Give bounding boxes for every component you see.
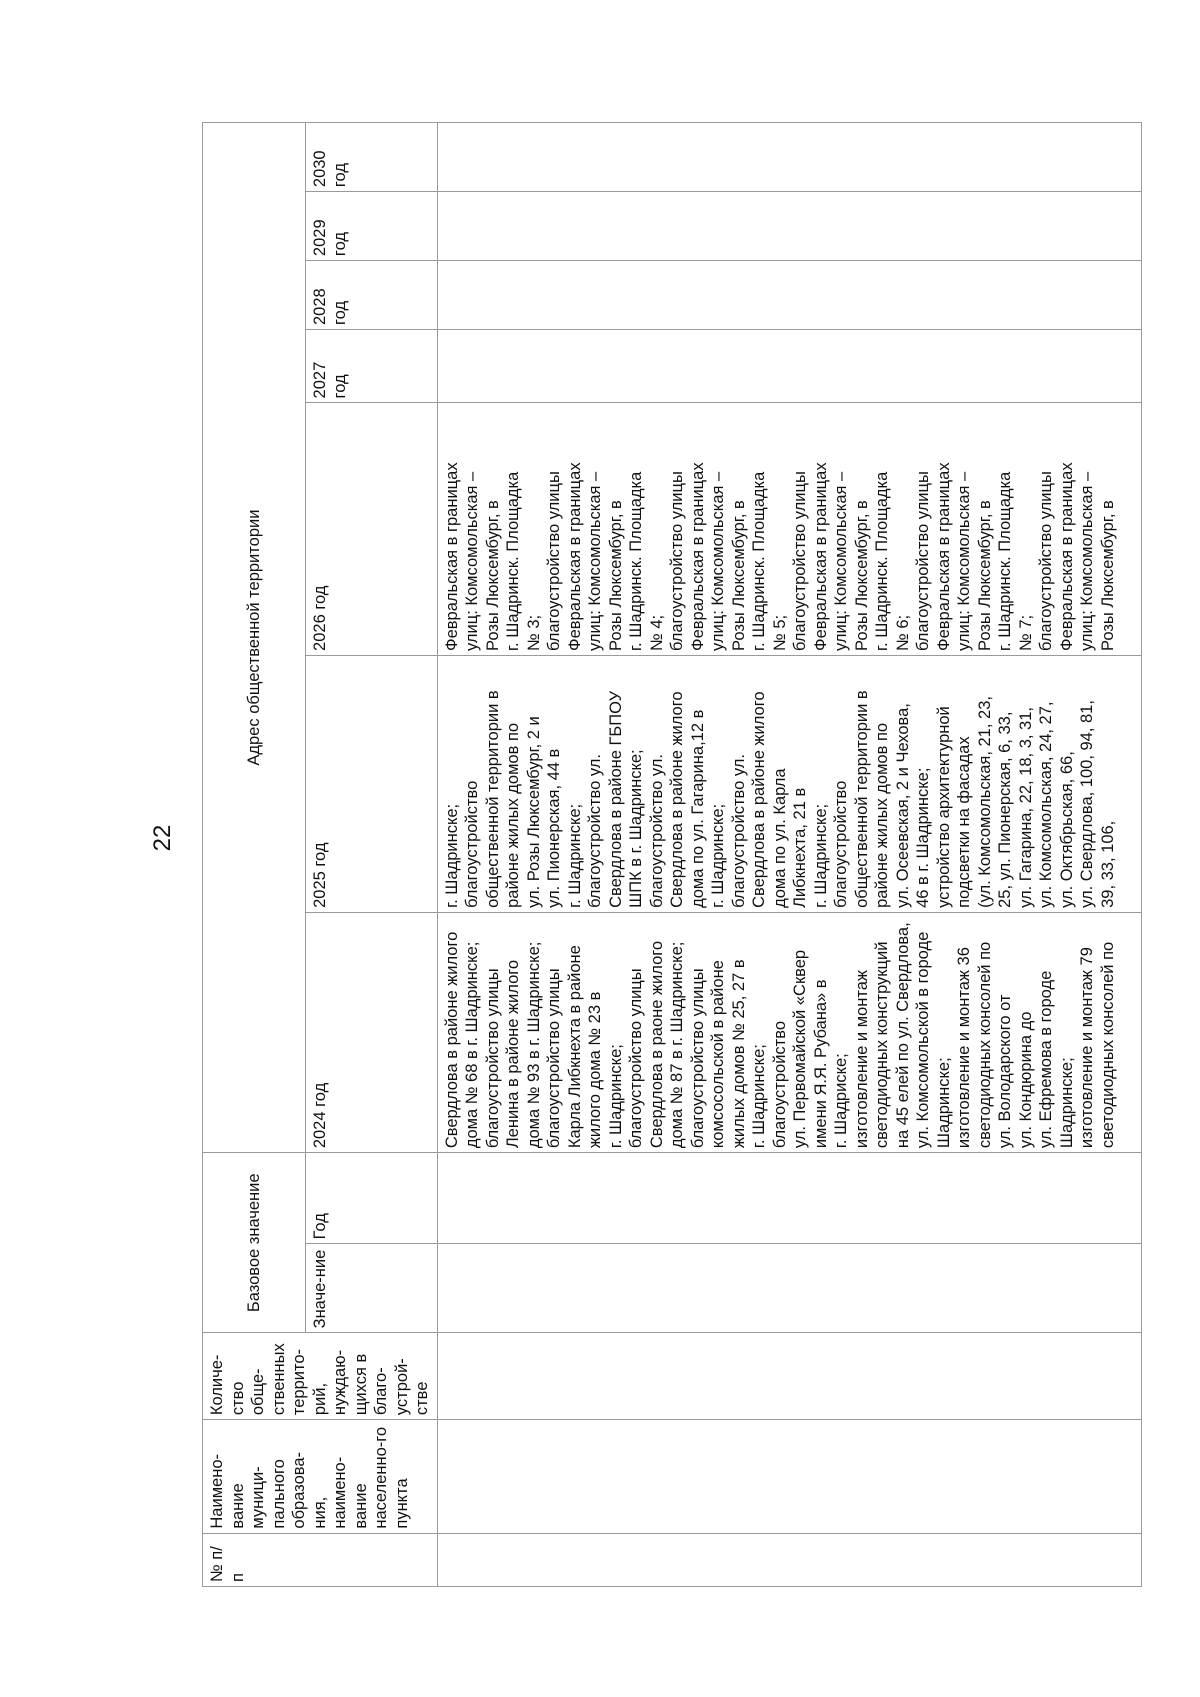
cell-line: № 3; bbox=[524, 614, 543, 651]
cell-line: дома № 93 в г. Шадринске; bbox=[524, 941, 543, 1149]
cell-line: Свердлова в районе жилого bbox=[442, 931, 461, 1149]
cell-line: районе жилых домов по bbox=[504, 722, 522, 908]
cell-2026 bbox=[437, 403, 1142, 656]
cell-2030 bbox=[437, 123, 1142, 192]
table-container bbox=[202, 122, 1142, 1587]
cell-line: Розы Люксембург, в bbox=[729, 500, 748, 651]
cell-line: благоустройство ул. bbox=[647, 754, 666, 908]
cell-line: Свердлова в раоне жилого bbox=[647, 940, 666, 1149]
cell-line: 46 в г. Шадринске; bbox=[914, 767, 932, 908]
cell-line: благоустройство улицы bbox=[483, 968, 502, 1149]
cell-line: изготовление и монтаж 36 bbox=[955, 947, 973, 1149]
header-year-2028: 2028 год bbox=[305, 261, 437, 330]
cell-line: Шадринске; bbox=[1057, 1057, 1076, 1149]
cell-line: ул. Пионерская, 44 в bbox=[545, 748, 563, 908]
cell-line: устройство архитектурной bbox=[934, 706, 953, 908]
cell-2025 bbox=[437, 655, 1142, 912]
cell-line: улиц: Комсомольская – bbox=[1078, 471, 1096, 651]
cell-line: Свердлова в районе ГБПОУ bbox=[606, 690, 625, 908]
cell-line: Розы Люксембург, в bbox=[1098, 500, 1117, 651]
cell-line: благоустройство улицы bbox=[688, 968, 707, 1149]
cell-line: Розы Люксембург, в bbox=[483, 500, 502, 651]
cell-line: Розы Люксембург, в bbox=[975, 500, 994, 651]
cell-line: ул. Володарского от bbox=[996, 994, 1014, 1149]
cell-line: г. Шадринске; bbox=[750, 1044, 768, 1149]
cell-line: Шадринске; bbox=[934, 1057, 953, 1149]
cell-line: г. Шадринск. Площадка bbox=[750, 471, 768, 651]
cell-line: Февральская в границах bbox=[565, 462, 584, 651]
cell-line: Февральская в границах bbox=[934, 462, 953, 651]
cell-line: г. Шадринск. Площадка bbox=[504, 471, 522, 651]
cell-line: Розы Люксембург, в bbox=[606, 500, 625, 651]
cell-line: благоустройство улицы bbox=[1037, 471, 1055, 651]
cell-line: подсветки на фасадах bbox=[955, 736, 973, 908]
header-year-2030: 2030 год bbox=[305, 123, 437, 192]
cell-num bbox=[437, 1533, 1142, 1586]
cell-line: 25, ул. Пионерская, 6, 33, bbox=[996, 711, 1014, 908]
cell-line: районе жилых домов по bbox=[873, 722, 891, 908]
cell-line: Розы Люксембург, в bbox=[852, 500, 871, 651]
header-num: № п/п bbox=[203, 1533, 438, 1586]
cell-line: ул. Комсомольской в городе bbox=[914, 931, 932, 1149]
cell-line: 39, 33, 106, bbox=[1098, 820, 1117, 908]
cell-line: Февральская в границах bbox=[1057, 462, 1076, 651]
cell-line: улиц: Комсомольская – bbox=[586, 471, 604, 651]
cell-line: светодиодных консолей по bbox=[1098, 941, 1117, 1149]
cell-line: ул. Первомайской «Сквер bbox=[791, 949, 809, 1149]
cell-line: № 5; bbox=[770, 614, 789, 651]
cell-line: № 6; bbox=[893, 614, 912, 651]
cell-line: светодиодных конструкций bbox=[873, 941, 891, 1149]
cell-line: благоустройство bbox=[770, 1021, 789, 1149]
cell-line: благоустройство bbox=[832, 780, 850, 908]
cell-line: № 4; bbox=[647, 614, 666, 651]
cell-line: благоустройство bbox=[463, 780, 481, 908]
rotated-table-frame bbox=[202, 122, 1142, 1587]
cell-line: общественной территории в bbox=[852, 690, 871, 908]
cell-count bbox=[437, 1333, 1142, 1420]
cell-line: улиц: Комсомольская – bbox=[955, 471, 973, 651]
cell-line: ул. Розы Люксембург, 2 и bbox=[524, 716, 543, 908]
cell-line: ул. Комсомольская, 24, 27, bbox=[1037, 701, 1055, 908]
cell-2027 bbox=[437, 330, 1142, 403]
header-year-2029: 2029 год bbox=[305, 192, 437, 261]
cell-line: г. Шадринске; bbox=[606, 1044, 625, 1149]
cell-line: улиц: Комсомольская – bbox=[832, 471, 850, 651]
cell-line: благоустройство улицы bbox=[914, 471, 932, 651]
header-year-2024: 2024 год bbox=[305, 912, 437, 1152]
header-base-year: Год bbox=[305, 1153, 437, 1244]
cell-line: светодиодных консолей по bbox=[975, 941, 994, 1149]
cell-line: г. Шадринске; bbox=[811, 803, 830, 908]
cell-line: Февральская в границах bbox=[688, 462, 707, 651]
cell-line: г. Шадринск. Площадка bbox=[873, 471, 891, 651]
cell-line: г. Шадринске; bbox=[709, 803, 727, 908]
cell-line: комсосольской в районе bbox=[709, 960, 727, 1149]
cell-line: Либкнехта, 21 в bbox=[791, 787, 809, 908]
cell-line: г. Шадринске; bbox=[565, 803, 584, 908]
cell-line: ул. Ефремова в городе bbox=[1037, 970, 1055, 1149]
cell-base-year bbox=[437, 1153, 1142, 1244]
cell-line: ШПК в г. Шадринске; bbox=[627, 749, 645, 908]
header-year-2027: 2027 год bbox=[305, 330, 437, 403]
cell-line: благоустройство улицы bbox=[791, 471, 809, 651]
cell-line: г. Шадринск. Площадка bbox=[627, 471, 645, 651]
cell-line: № 7; bbox=[1016, 614, 1035, 651]
cell-line: г. Шадринске; bbox=[442, 803, 461, 908]
cell-line: ул. Свердлова, 100, 94, 81, bbox=[1078, 700, 1096, 908]
cell-base-value bbox=[437, 1244, 1142, 1333]
cell-line: Ленина в районе жилого bbox=[504, 959, 522, 1149]
cell-line: дома № 87 в г. Шадринске; bbox=[668, 941, 686, 1149]
cell-line: ул. Гагарина, 22, 18, 3, 31, bbox=[1016, 707, 1035, 908]
cell-line: дома по ул. Гагарина,12 в bbox=[688, 709, 707, 908]
cell-line: улиц: Комсомольская – bbox=[463, 471, 481, 651]
cell-2024 bbox=[437, 912, 1142, 1152]
cell-line: улиц: Комсомольская – bbox=[709, 471, 727, 651]
cell-line: благоустройство улицы bbox=[627, 968, 645, 1149]
header-count: Количе-ство обще-ственных террито-рий, нуждаю-щихся в благо-устрой-стве bbox=[203, 1333, 438, 1420]
header-year-2026: 2026 год bbox=[305, 403, 437, 656]
page-number: 22 bbox=[149, 824, 176, 852]
cell-line: ул. Осеевская, 2 и Чехова, bbox=[893, 703, 912, 908]
header-base-value: Значе-ние bbox=[305, 1244, 437, 1333]
cell-2028 bbox=[437, 261, 1142, 330]
address-table bbox=[202, 122, 1142, 1587]
cell-line: благоустройство улицы bbox=[545, 968, 563, 1149]
header-year-2025: 2025 год bbox=[305, 655, 437, 912]
cell-line: Февральская в границах bbox=[442, 462, 461, 651]
cell-line: Карла Либкнехта в районе bbox=[565, 945, 584, 1149]
cell-line: Февральская в границах bbox=[811, 462, 830, 651]
cell-line: дома № 68 в г. Шадринске; bbox=[463, 941, 481, 1149]
cell-line: благоустройство ул. bbox=[729, 754, 748, 908]
cell-line: на 45 елей по ул. Свердлова, bbox=[893, 922, 912, 1149]
header-municipality: Наимено-вание муници-пального образова-ния, наимено-вание населенно-го пункта bbox=[203, 1420, 438, 1533]
cell-line: Свердлова в районе жилого bbox=[668, 691, 686, 908]
cell-2029 bbox=[437, 192, 1142, 261]
header-base: Базовое значение bbox=[203, 1153, 306, 1333]
cell-line: жилых домов № 25, 27 в bbox=[729, 959, 748, 1149]
cell-municipality bbox=[437, 1420, 1142, 1533]
cell-line: имени Я.Я. Рубана» в bbox=[811, 979, 830, 1149]
cell-line: изготовление и монтаж 79 bbox=[1078, 947, 1096, 1149]
cell-line: благоустройство ул. bbox=[586, 754, 604, 908]
cell-line: благоустройство улицы bbox=[545, 471, 563, 651]
cell-2025-lines bbox=[442, 660, 1117, 908]
cell-line: дома по ул. Карла bbox=[770, 768, 789, 908]
cell-line: изготовление и монтаж bbox=[852, 970, 871, 1149]
header-address: Адрес общественной территории bbox=[203, 123, 306, 1153]
cell-2026-lines bbox=[442, 407, 1117, 651]
cell-line: благоустройство улицы bbox=[668, 471, 686, 651]
cell-line: г. Шадринск. Площадка bbox=[996, 471, 1014, 651]
cell-line: общественной территории в bbox=[483, 690, 502, 908]
cell-line: г. Шадриске; bbox=[832, 1053, 850, 1149]
cell-line: жилого дома № 23 в bbox=[586, 991, 604, 1149]
cell-line: (ул. Комсомольская, 21, 23, bbox=[975, 696, 994, 908]
cell-2024-lines bbox=[442, 917, 1117, 1149]
cell-line: ул. Кондюрина до bbox=[1016, 1011, 1035, 1149]
cell-line: Свердлова в районе жилого bbox=[750, 691, 768, 908]
cell-line: ул. Октябрьская, 66, bbox=[1057, 751, 1076, 908]
